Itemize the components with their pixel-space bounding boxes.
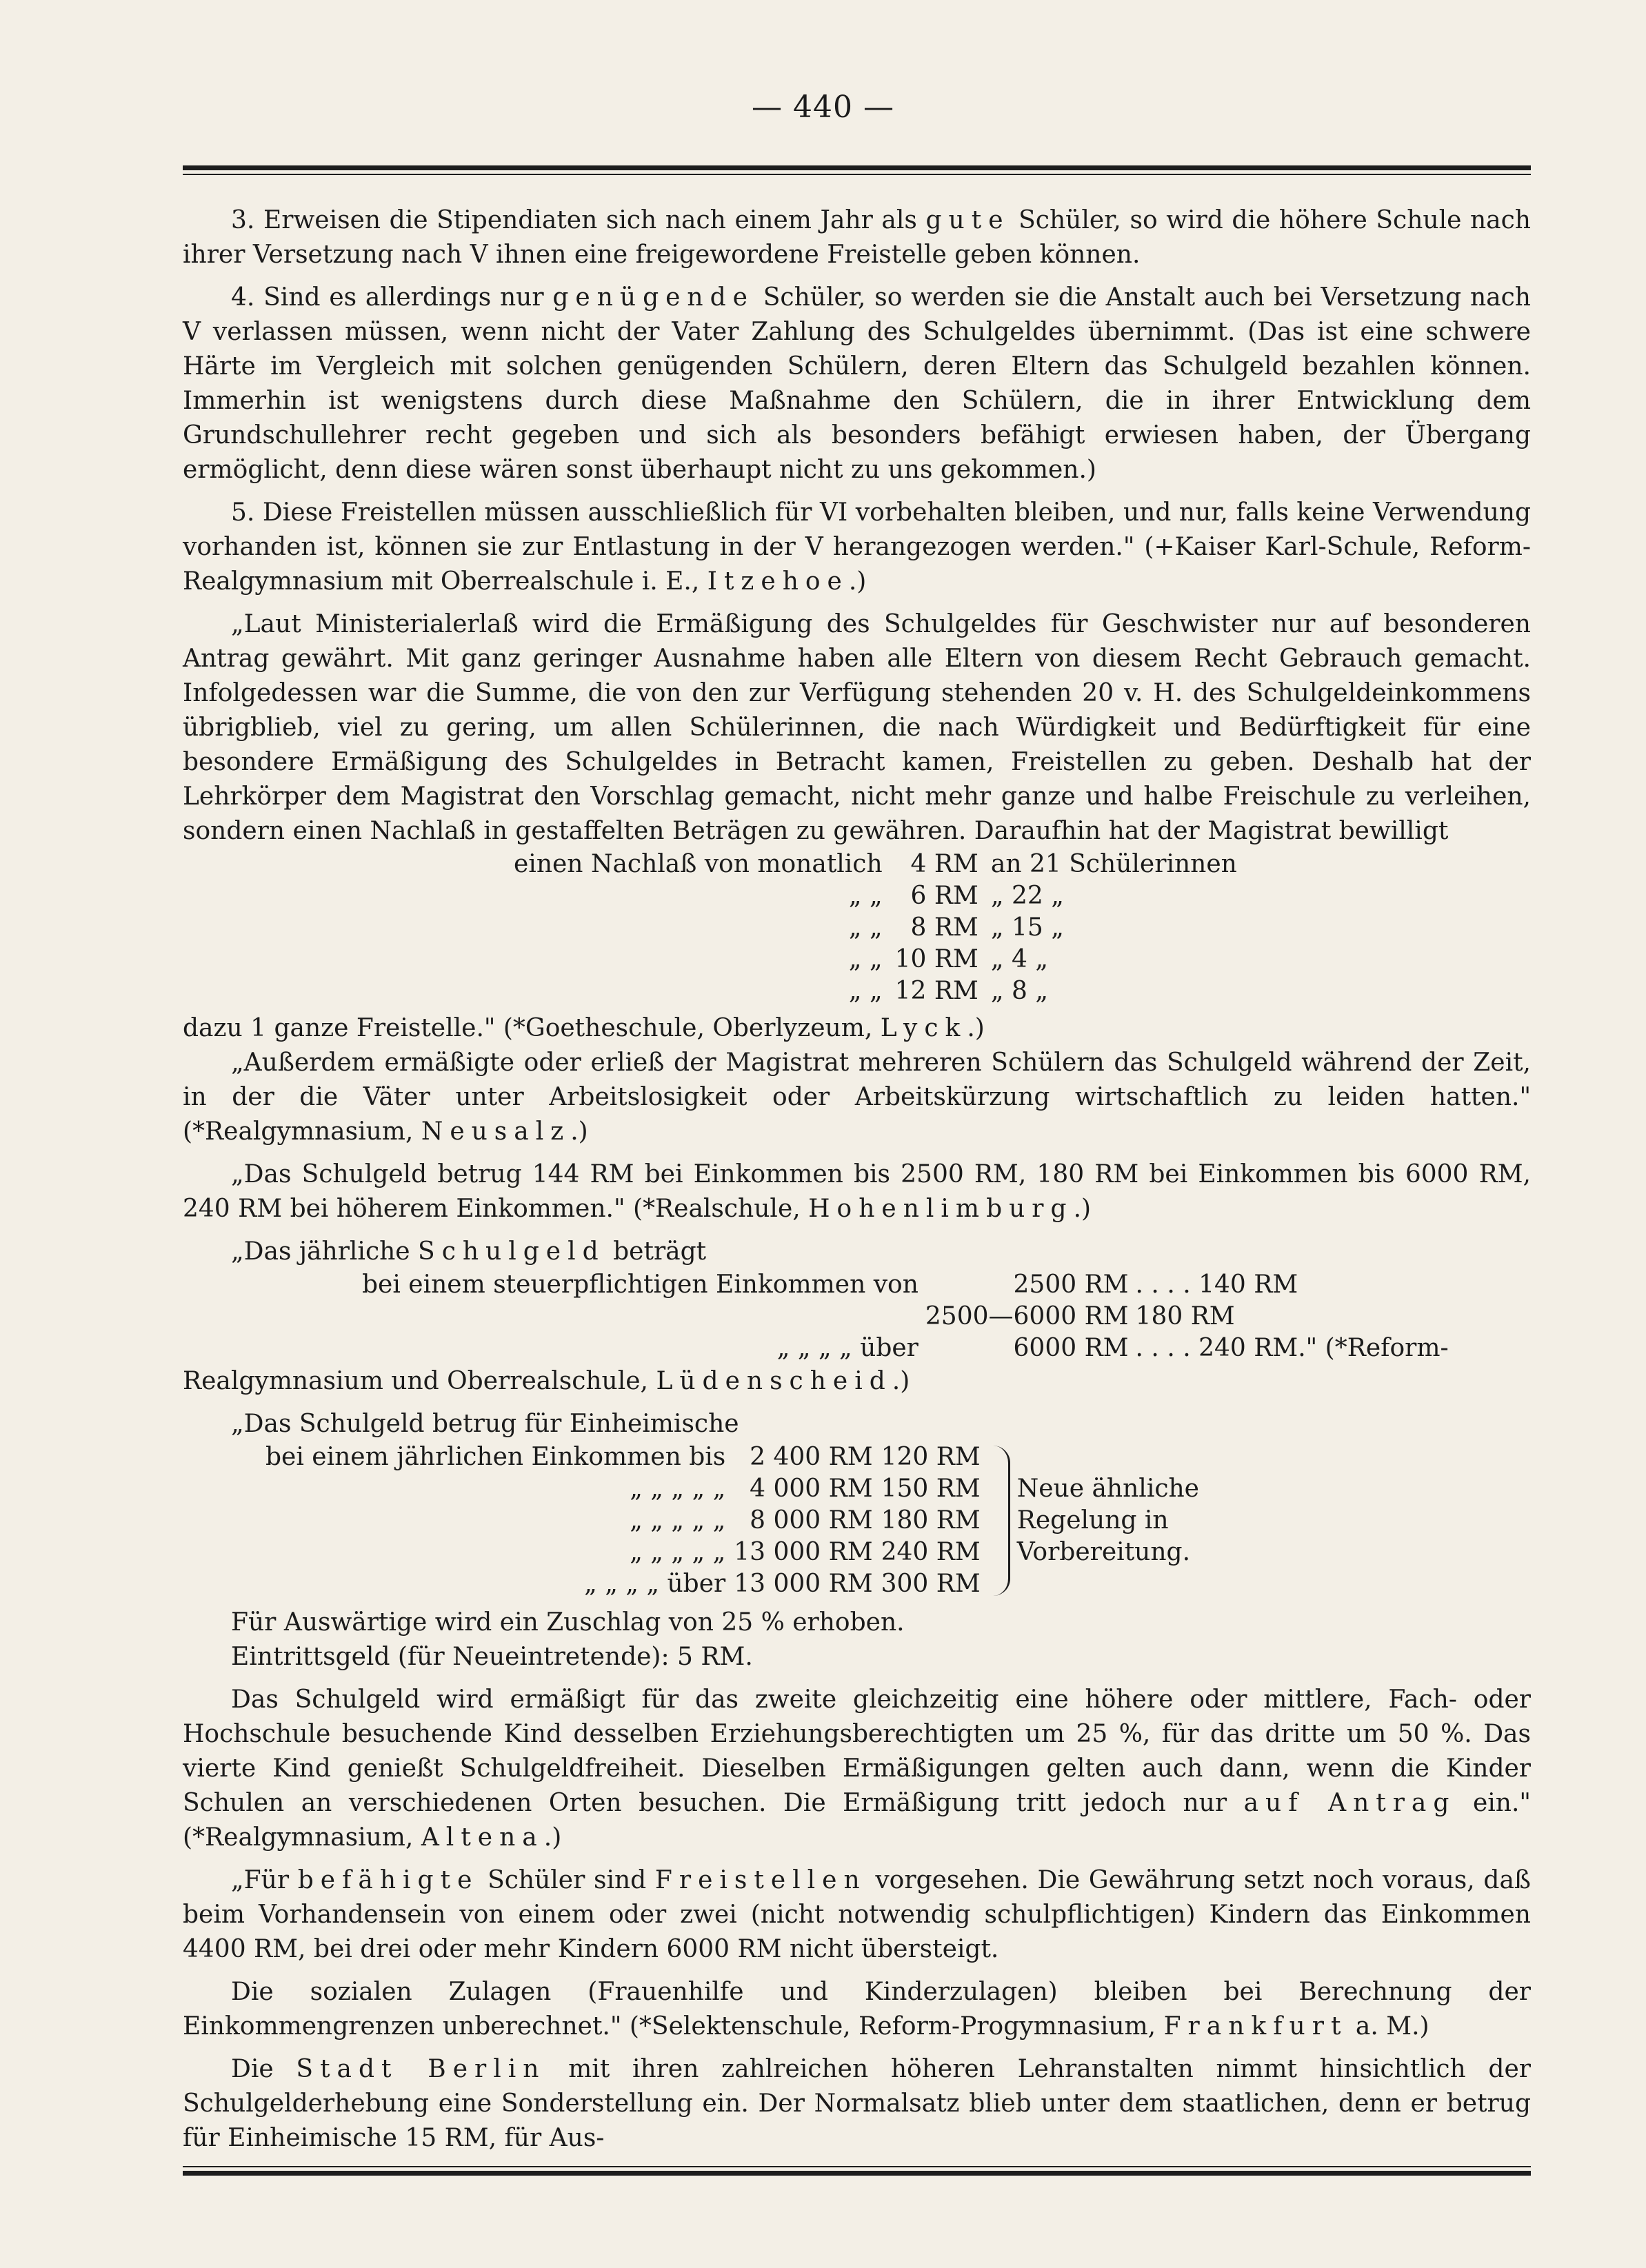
- table-cell: 180 RM: [881, 1506, 981, 1535]
- table-cell: 180 RM: [1135, 1302, 1235, 1330]
- table-cell: 13 000 RM: [734, 1538, 873, 1566]
- paragraph: Die sozialen Zulagen (Frauenhilfe und Kinderzulagen) bleiben bei Berechnung der Einkommengrenzen unberechnet." (*Selektenschule, Reform-Progymnasium, Frankfurt a. M.): [183, 1978, 1531, 2041]
- table-row: [362, 1333, 1456, 1364]
- table-cell: bei einem steuerpflichtigen Einkommen von: [362, 1270, 919, 1299]
- table-row: [514, 849, 1249, 880]
- table-row: [514, 912, 1249, 944]
- paragraph: dazu 1 ganze Freistelle." (*Goetheschule, Oberlyzeum, Lyck.): [183, 1014, 985, 1042]
- table-cell: 12 RM: [894, 977, 978, 1005]
- paragraph: 3. Erweisen die Stipendiaten sich nach einem Jahr als gute Schüler, so wird die höhere Schule nach ihrer Versetzung nach V ihnen eine freigewordene Freistelle geben können.: [183, 206, 1531, 269]
- table-cell: „ „ „ „ „: [630, 1506, 726, 1535]
- table-cell: 240 RM: [881, 1538, 981, 1566]
- table-cell: einen Nachlaß von monatlich: [514, 850, 883, 878]
- table-cell: . . . . 240 RM." (*Reform-: [1135, 1334, 1449, 1362]
- einheimische-block: [265, 1441, 1531, 1600]
- table-cell: bei einem jährlichen Einkommen bis: [265, 1443, 726, 1471]
- table-cell: 8 RM: [910, 913, 978, 942]
- brace: [993, 1446, 1010, 1596]
- table-row: [265, 1537, 989, 1568]
- nachlass-table: [514, 849, 1249, 1007]
- table-row: [265, 1505, 989, 1537]
- paragraph: Die Stadt Berlin mit ihren zahlreichen höheren Lehranstalten nimmt hinsichtlich der Schulgelderhebung eine Sonderstellung ein. Der Normalsatz blieb unter dem staatlichen, denn er betrug für Einheimische 15 RM, für Aus-: [183, 2055, 1531, 2152]
- table-cell: 2500 RM: [1013, 1270, 1129, 1299]
- page-number: — 440 —: [752, 90, 894, 125]
- table-cell: „ „ „ „ über: [776, 1334, 919, 1362]
- table-row: [265, 1473, 989, 1505]
- table-cell: [362, 1301, 925, 1333]
- table-row: [265, 1441, 989, 1473]
- table-cell: 300 RM: [881, 1570, 981, 1598]
- paragraph: „Das Schulgeld betrug für Einheimische: [231, 1410, 739, 1438]
- paragraph: 5. Diese Freistellen müssen ausschließlich für VI vorbehalten bleiben, und nur, falls keine Verwendung vorhanden ist, können sie zur Entlastung in der V herangezogen werden." (+Kaiser Karl-Schule, Reform-Realgymnasium mit Oberrealschule i. E., Itzehoe.): [183, 498, 1531, 596]
- table-row: [265, 1568, 989, 1600]
- paragraph: Realgymnasium und Oberrealschule, Lüdenscheid.): [183, 1367, 910, 1395]
- table-cell: 2 400 RM: [750, 1443, 873, 1471]
- table-cell: „ „: [848, 945, 883, 973]
- table-cell: 8 000 RM: [750, 1506, 873, 1535]
- table-cell: „ 8 „: [990, 977, 1048, 1005]
- table-cell: „ „: [848, 882, 883, 910]
- table-cell: 10 RM: [894, 945, 978, 973]
- table-cell: „ „ „ „ über: [584, 1570, 726, 1598]
- table-cell: 2500—6000 RM: [925, 1302, 1129, 1330]
- steuer-table: [362, 1269, 1456, 1364]
- paragraph: „Außerdem ermäßigte oder erließ der Magistrat mehreren Schülern das Schulgeld während der Zeit, in der die Väter unter Arbeitslosigkeit oder Arbeitskürzung wirtschaftlich zu leiden hatten." (*Realgymnasium, Neusalz.): [183, 1049, 1531, 1146]
- body-text: [183, 203, 1531, 2164]
- table-cell: „ „: [848, 913, 883, 942]
- table-cell: „ „ „ „ „: [630, 1538, 726, 1566]
- table-row: [514, 975, 1249, 1007]
- table-cell: 4 000 RM: [750, 1475, 873, 1503]
- paragraph: „Das Schulgeld betrug 144 RM bei Einkommen bis 2500 RM, 180 RM bei Einkommen bis 6000 RM, 240 RM bei höherem Einkommen." (*Realschule, Hohenlimburg.): [183, 1160, 1531, 1223]
- table-cell: 13 000 RM: [734, 1570, 873, 1598]
- table-cell: „ 22 „: [990, 882, 1064, 910]
- einheimische-table: [265, 1441, 989, 1600]
- header-rule: [183, 165, 1531, 175]
- table-row: [362, 1269, 1456, 1301]
- table-cell: 6000 RM: [1013, 1334, 1129, 1362]
- table-cell: 150 RM: [881, 1475, 981, 1503]
- footer-rule: [183, 2166, 1531, 2176]
- table-cell: „ 4 „: [990, 945, 1048, 973]
- table-row: [514, 944, 1249, 975]
- table-row: [514, 880, 1249, 912]
- paragraph: „Für befähigte Schüler sind Freistellen vorgesehen. Die Gewährung setzt noch voraus, daß beim Vorhandensein von einem oder zwei (nicht notwendig schulpflichtigen) Kindern das Einkommen 4400 RM, bei drei oder mehr Kindern 6000 RM nicht übersteigt.: [183, 1866, 1531, 1963]
- paragraph: „Laut Ministerialerlaß wird die Ermäßigung des Schulgeldes für Geschwister nur auf besonderen Antrag gewährt. Mit ganz geringer Ausnahme haben alle Eltern von diesem Recht Gebrauch gemacht. Infolgedessen war die Summe, die von den zur Verfügung stehenden 20 v. H. des Schulgeldeinkommens übrigblieb, viel zu gering, um allen Schülerinnen, die nach Würdigkeit und Bedürftigkeit für eine besondere Ermäßigung des Schulgeldes in Betracht kamen, Freistellen zu geben. Deshalb hat der Lehrkörper dem Magistrat den Vorschlag gemacht, nicht mehr ganze und halbe Freischule zu verleihen, sondern einen Nachlaß in gestaffelten Beträgen zu gewähren. Daraufhin hat der Magistrat bewilligt: [183, 610, 1531, 845]
- paragraph: 4. Sind es allerdings nur genügende Schüler, so werden sie die Anstalt auch bei Versetzung nach V verlassen müssen, wenn nicht der Vater Zahlung des Schulgeldes übernimmt. (Das ist eine schwere Härte im Vergleich mit solchen genügenden Schülern, deren Eltern das Schulgeld bezahlen können. Immerhin ist wenigstens durch diese Maßnahme den Schülern, die in ihrer Entwicklung dem Grundschullehrer recht gegeben und sich als besonders befähigt erwiesen haben, der Übergang ermöglicht, denn diese wären sonst überhaupt nicht zu uns gekommen.): [183, 283, 1531, 484]
- table-cell: 4 RM: [910, 850, 978, 878]
- table-cell: an 21 Schülerinnen: [990, 850, 1237, 878]
- table-cell: „ 15 „: [990, 913, 1064, 942]
- table-row: [362, 1301, 1456, 1333]
- paragraph: „Das jährliche Schulgeld beträgt: [231, 1237, 707, 1266]
- paragraph: Das Schulgeld wird ermäßigt für das zweite gleichzeitig eine höhere oder mittlere, Fach- oder Hochschule besuchende Kind desselben Erziehungsberechtigten um 25 %, für das dritte um 50 %. Das vierte Kind genießt Schulgeldfreiheit. Dieselben Ermäßigungen gelten auch dann, wenn die Kinder Schulen an verschiedenen Orten besuchen. Die Ermäßigung tritt jedoch nur auf Antrag ein." (*Realgymnasium, Altena.): [183, 1685, 1531, 1852]
- einheimische-note: Neue ähnliche Regelung in Vorbereitung.: [1016, 1475, 1199, 1566]
- paragraph: Für Auswärtige wird ein Zuschlag von 25 % erhoben.: [231, 1608, 905, 1637]
- table-cell: 6 RM: [910, 882, 978, 910]
- table-cell: . . . . 140 RM: [1135, 1270, 1298, 1299]
- paragraph: Eintrittsgeld (für Neueintretende): 5 RM.: [231, 1643, 753, 1671]
- table-cell: „ „: [848, 977, 883, 1005]
- table-cell: „ „ „ „ „: [630, 1475, 726, 1503]
- table-cell: 120 RM: [881, 1443, 981, 1471]
